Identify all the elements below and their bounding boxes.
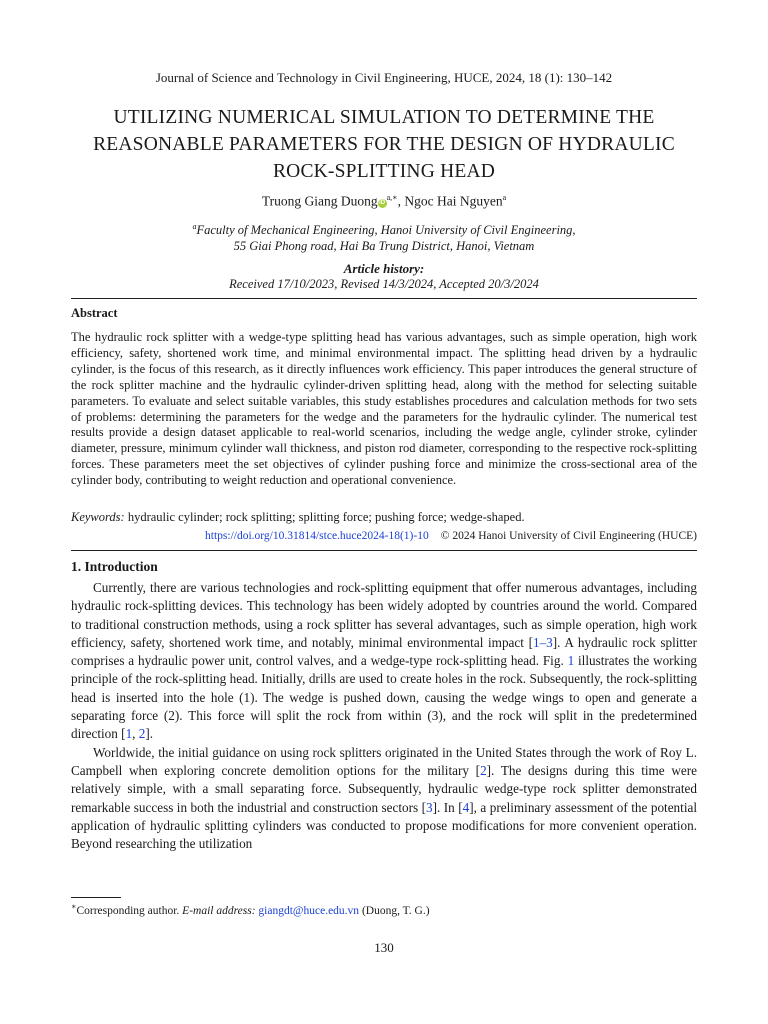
author-list: Truong Giang Duong $iD^{a,∗}$, Ngoc Hai Nguyen$^a$ [261,193,507,209]
citation-link[interactable]: 4 [462,799,470,815]
citation-link[interactable]: 2 [480,762,487,778]
article-history-heading: Article history: [343,261,425,276]
author-name: Ngoc Hai Nguyen [404,193,503,209]
affil-line: Faculty of Mechanical Engineering, Hanoi University of Civil Engineering, [196,223,576,238]
doi-link[interactable]: https://doi.org/10.31814/stce.huce2024-18(1)-10 [205,530,429,542]
footnote: ∗Corresponding author. E-mail address: giangdt@huce.edu.vn (Duong, T. G.) [71,902,430,917]
citation-link[interactable]: 2 [138,726,146,742]
title-line: ROCK-SPLITTING HEAD [272,161,496,182]
keywords-label: Keywords: [71,510,125,524]
divider [71,550,697,551]
title-line: UTILIZING NUMERICAL SIMULATION TO DETERMINE THE [113,107,655,128]
affiliation [0,219,768,254]
affil-line: 55 Giai Phong road, Hai Ba Trung District, Hanoi, Vietnam [233,239,535,254]
paragraph: Currently, there are various technologies and rock-splitting equipment that offer numerous advantages, including hydraulic rock-splitting devices. This technology has been widely adopted by countries around the world. Compared to traditional construction methods, using a rock splitter has several advantages, such as simple operation, high work efficiency, safety, shortened work time, and notably, minimal environmental impact [1–3]. A hydraulic rock splitter comprises a hydraulic power unit, control valves, and a wedge-type rock-splitting head. Fig. 1 illustrates the working principle of the rock-splitting head. Initially, drills are used to create holes in the rock. Subsequently, the rock-splitting head is inserted into the hole (1). The wedge is pushed down, causing the wedge wings to open and generate a separating force (2). This force will split the rock from within (3), and the rock will split in the predetermined direction [1, 2]. [71,580,698,742]
citation-link[interactable]: 1 [125,726,133,742]
abstract-heading: Abstract [71,306,118,320]
body-text [71,579,697,853]
journal-header: Journal of Science and Technology in Civil Engineering, HUCE, 2024, 18 (1): 130–142 [155,70,613,85]
divider [71,298,697,299]
author-name: Truong Giang Duong [261,193,378,209]
copyright: © 2024 Hanoi University of Civil Engineering (HUCE) [440,530,697,542]
abstract-text: The hydraulic rock splitter with a wedge-type splitting head has various advantages, such as simple operation, high work efficiency, safety, shortened work time, and minimal environmental impact. The splitting head driven by a hydraulic cylinder, is the focus of this research, as it directly influences work efficiency. This paper introduces the general structure of the rock splitter machine and the hydraulic cylinder-driven splitting head, along with the method for selecting suitable parameters. To evaluate and select suitable variables, this study establishes procedures and calculation methods for two sets of problems: determining the parameters for the wedge and the parameters for the hydraulic cylinder. The numerical test results provide a design dataset applicable to real-world scenarios, including the wedge angle, cylinder stroke, cylinder diameter, pressure, minimum cylinder wall thickness, and piston rod diameter, corresponding to the respective rock-splitting forces. These parameters meet the set objectives of cylinder pushing force and minimize the cross-sectional area of the cylinder body, contributing to weight reduction and operational convenience. [71,330,697,488]
affil-mark: a [192,222,197,231]
citation-link[interactable]: 3 [426,799,433,815]
page-number: 130 [374,940,394,955]
footnote-label: E-mail address: [182,904,256,917]
section-heading: 1. Introduction [71,559,158,574]
paper-title [60,104,708,185]
email-link[interactable]: giangdt@huce.edu.vn [258,904,360,917]
footnote-mark: ∗ [71,902,77,911]
keywords [71,510,697,525]
footnote-divider [71,897,121,898]
paragraph: Worldwide, the initial guidance on using rock splitters originated in the United States through the work of Roy L. Campbell when exploring concrete demolition options for the military [2]. The designs during this time were relatively simple, with a small separating force. Subsequently, hydraulic wedge-type rock splitter demonstrated remarkable success in both the industrial and construction sectors [3]. In [4], a preliminary assessment of the potential application of hydraulic splitting cylinders was conducted to propose modifications for more convenient operation. Beyond researching the utilization [71,744,697,852]
orcid-icon[interactable]: iD [379,199,386,206]
citation-link[interactable]: 1–3 [532,634,553,650]
title-line: REASONABLE PARAMETERS FOR THE DESIGN OF HYDRAULIC [93,134,675,155]
doi-row [71,530,697,542]
article-history-dates: Received 17/10/2023, Revised 14/3/2024, Accepted 20/3/2024 [229,277,539,291]
author-affil-mark: a,∗ [386,193,398,202]
figure-link[interactable]: 1 [567,653,575,669]
author-affil-mark: a [502,193,507,202]
keywords-text: hydraulic cylinder; rock splitting; splitting force; pushing force; wedge-shaped. [127,510,525,524]
